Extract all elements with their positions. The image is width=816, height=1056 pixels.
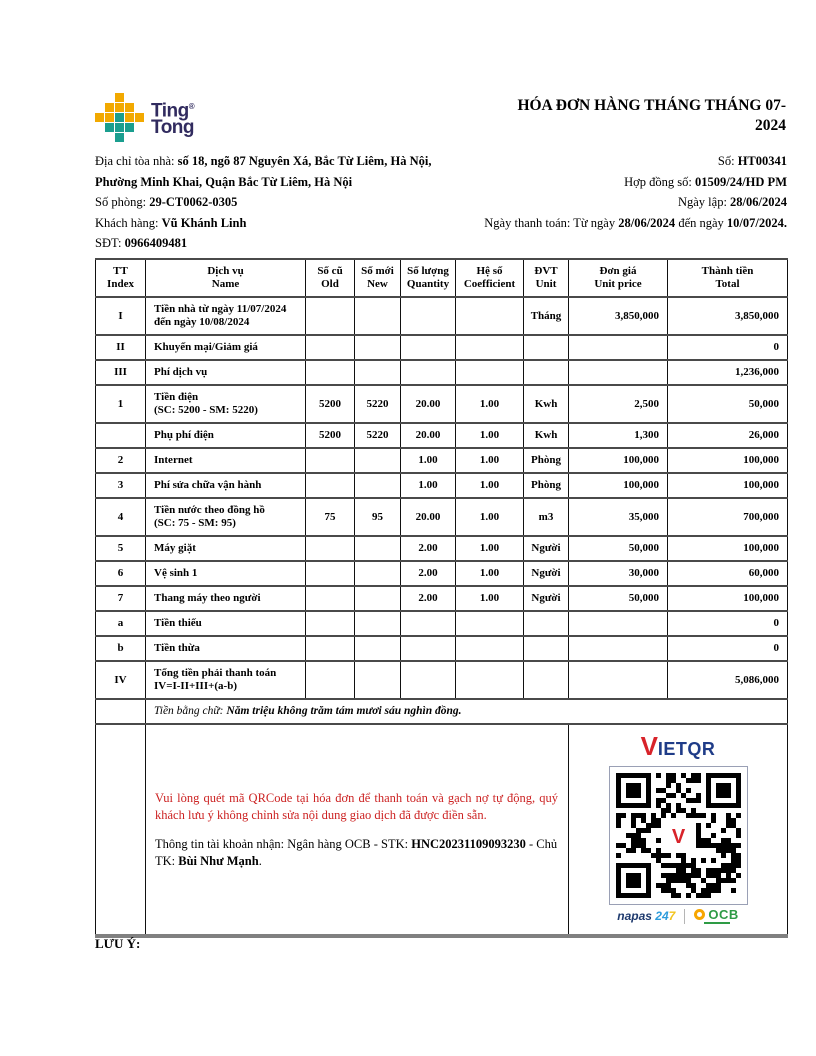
cell-name <box>146 498 306 536</box>
header-vi: Số cũ <box>317 265 343 277</box>
cell-new <box>355 473 401 498</box>
service-name: Tiền điện <box>154 391 199 403</box>
cell-unit <box>524 636 569 661</box>
cell-old <box>306 586 355 611</box>
logo-pixel <box>95 123 104 132</box>
cell-new: 95 <box>355 498 401 536</box>
cell-qty <box>401 297 456 335</box>
ocb-tagline-bar <box>704 922 730 924</box>
cell-total: 5,086,000 <box>668 661 788 699</box>
cell-unit: Người <box>524 561 569 586</box>
cell-coef: 1.00 <box>456 385 524 423</box>
registered-mark: ® <box>188 102 195 112</box>
service-name: Máy giặt <box>154 542 196 554</box>
cell-coef: 1.00 <box>456 561 524 586</box>
cell-old <box>306 661 355 699</box>
logo-pixel <box>105 123 114 132</box>
cell-tt: II <box>96 335 146 360</box>
cell-old <box>306 297 355 335</box>
header-vi: TT <box>113 265 128 277</box>
cell-total: 0 <box>668 611 788 636</box>
logo-pixel <box>135 113 144 122</box>
cell-price: 2,500 <box>569 385 668 423</box>
cell-unit <box>524 335 569 360</box>
cell-coef <box>456 360 524 385</box>
footer-note: LƯU Ý: <box>95 936 141 951</box>
header-en: Quantity <box>406 278 450 290</box>
logo-pixel <box>105 133 114 142</box>
info-line: Số phòng: 29-CT0062-0305 <box>95 195 238 210</box>
table-row <box>96 636 788 661</box>
cell-qty: 2.00 <box>401 586 456 611</box>
header-vi: Dịch vụ <box>207 265 244 277</box>
page-title <box>426 96 786 136</box>
cell-old <box>306 536 355 561</box>
cell-new <box>355 536 401 561</box>
cell-tt: 3 <box>96 473 146 498</box>
column-header <box>456 259 524 297</box>
logo-pixel <box>125 133 134 142</box>
payment-row <box>96 724 788 936</box>
cell-old <box>306 335 355 360</box>
cell-price: 1,300 <box>569 423 668 448</box>
logo-pixel <box>115 113 124 122</box>
cell-price <box>569 360 668 385</box>
logo-pixel <box>135 133 144 142</box>
cell-qty: 20.00 <box>401 423 456 448</box>
cell-unit: Người <box>524 536 569 561</box>
cell-old: 5200 <box>306 385 355 423</box>
cell-price <box>569 335 668 360</box>
cell-total: 1,236,000 <box>668 360 788 385</box>
cell-total: 50,000 <box>668 385 788 423</box>
cell-new <box>355 561 401 586</box>
cell-qty: 1.00 <box>401 448 456 473</box>
cell-total: 100,000 <box>668 536 788 561</box>
cell-qty: 2.00 <box>401 536 456 561</box>
cell-unit: Tháng <box>524 297 569 335</box>
cell-name <box>146 360 306 385</box>
cell-total: 100,000 <box>668 448 788 473</box>
logo-pixel <box>115 123 124 132</box>
info-line: Khách hàng: Vũ Khánh Linh <box>95 215 247 230</box>
cell-name <box>146 611 306 636</box>
cell-price <box>569 611 668 636</box>
cell-unit: m3 <box>524 498 569 536</box>
cell-unit: Kwh <box>524 385 569 423</box>
cell-empty <box>96 699 146 724</box>
ocb-logo: OCB <box>694 908 738 924</box>
cell-unit <box>524 661 569 699</box>
cell-new: 5220 <box>355 385 401 423</box>
vietqr-rest: IETQR <box>657 739 716 759</box>
logo-pixel <box>95 113 104 122</box>
header-vi: Hệ số <box>476 265 503 277</box>
logo-pixel <box>135 123 144 132</box>
logo-pixel <box>135 93 144 102</box>
cell-new <box>355 360 401 385</box>
cell-old: 75 <box>306 498 355 536</box>
column-header <box>569 259 668 297</box>
cell-new <box>355 611 401 636</box>
cell-old <box>306 611 355 636</box>
amount-in-words-value: Năm triệu không trăm tám mươi sáu nghìn đồng. <box>226 705 462 717</box>
cell-new <box>355 661 401 699</box>
charges-table <box>95 258 788 938</box>
cell-new <box>355 448 401 473</box>
service-name: Tiền thiếu <box>154 617 202 629</box>
cell-coef <box>456 297 524 335</box>
cell-new <box>355 586 401 611</box>
service-name: Internet <box>154 454 193 466</box>
qr-code-image <box>616 773 741 898</box>
payment-brands <box>617 908 738 924</box>
logo-pixel <box>95 103 104 112</box>
payment-note-cell <box>146 724 569 936</box>
cell-old: 5200 <box>306 423 355 448</box>
cell-tt: I <box>96 297 146 335</box>
vietqr-v: V <box>640 731 658 761</box>
cell-price: 30,000 <box>569 561 668 586</box>
cell-total: 26,000 <box>668 423 788 448</box>
ocb-icon <box>694 909 705 920</box>
cell-tt: 5 <box>96 536 146 561</box>
table-row <box>96 360 788 385</box>
info-line: Phường Minh Khai, Quận Bắc Từ Liêm, Hà Nội <box>95 174 353 189</box>
account-info-text: Thông tin tài khoản nhận: Ngân hàng OCB - STK: HNC20231109093230 - Chủ TK: Bùi Như Mạnh. <box>155 836 558 868</box>
info-line: Ngày thanh toán: Từ ngày 28/06/2024 đến ngày 10/07/2024. <box>484 215 787 230</box>
cell-tt: a <box>96 611 146 636</box>
table-row <box>96 536 788 561</box>
table-row <box>96 661 788 699</box>
amount-in-words-cell <box>146 699 788 724</box>
invoice-info-left <box>95 151 431 254</box>
cell-coef: 1.00 <box>456 473 524 498</box>
column-header <box>668 259 788 297</box>
cell-new: 5220 <box>355 423 401 448</box>
cell-old <box>306 360 355 385</box>
qr-instruction-text: Vui lòng quét mã QRCode tại hóa đơn để thanh toán và gạch nợ tự động, quý khách lưu ý không chỉnh sửa nội dung giao dịch đã được điền sẵn. <box>155 790 558 822</box>
header-vi: Số mới <box>361 265 394 277</box>
cell-tt: IV <box>96 661 146 699</box>
cell-total: 60,000 <box>668 561 788 586</box>
cell-tt: 7 <box>96 586 146 611</box>
cell-qty: 20.00 <box>401 498 456 536</box>
table-row <box>96 448 788 473</box>
logo-pixel <box>115 93 124 102</box>
cell-new <box>355 636 401 661</box>
header-vi: Số lượng <box>407 265 449 277</box>
cell-tt <box>96 423 146 448</box>
table-row <box>96 473 788 498</box>
column-header <box>96 259 146 297</box>
cell-unit <box>524 611 569 636</box>
cell-qty <box>401 360 456 385</box>
column-header <box>401 259 456 297</box>
table-row <box>96 297 788 335</box>
cell-unit: Kwh <box>524 423 569 448</box>
cell-name <box>146 536 306 561</box>
table-row <box>96 335 788 360</box>
service-name: Tiền nước theo đồng hồ <box>154 504 265 516</box>
info-line: SĐT: 0966409481 <box>95 236 188 251</box>
logo-pixel <box>105 103 114 112</box>
header-en: Unit price <box>594 278 642 290</box>
header-en: Old <box>321 278 339 290</box>
table-row <box>96 385 788 423</box>
header-en: Coefficient <box>463 278 516 290</box>
info-line: Ngày lập: 28/06/2024 <box>677 195 787 210</box>
cell-coef: 1.00 <box>456 498 524 536</box>
service-name: Phí sửa chữa vận hành <box>154 479 262 491</box>
cell-old <box>306 448 355 473</box>
column-header <box>355 259 401 297</box>
cell-qty <box>401 636 456 661</box>
qr-cell <box>569 724 788 936</box>
cell-tt: 4 <box>96 498 146 536</box>
cell-price: 50,000 <box>569 586 668 611</box>
cell-name <box>146 297 306 335</box>
header-en: Name <box>211 278 240 290</box>
tingtong-logo-icon <box>95 93 144 142</box>
header-en: Total <box>715 278 740 290</box>
qr-code <box>609 766 748 905</box>
service-name: Phí dịch vụ <box>154 366 208 378</box>
cell-coef <box>456 335 524 360</box>
header-vi: Đơn giá <box>599 265 637 277</box>
cell-qty <box>401 661 456 699</box>
cell-name <box>146 661 306 699</box>
tingtong-logo-text <box>151 99 195 138</box>
table-row <box>96 611 788 636</box>
header-en: Unit <box>535 278 557 290</box>
cell-tt: 1 <box>96 385 146 423</box>
brand-divider <box>684 909 685 924</box>
info-line: Số: HT00341 <box>717 154 787 168</box>
cell-coef <box>456 611 524 636</box>
svg-text:V: V <box>671 826 685 848</box>
cell-price: 50,000 <box>569 536 668 561</box>
logo-line1: Ting® <box>151 100 195 122</box>
invoice-info-right <box>484 151 787 233</box>
cell-price <box>569 636 668 661</box>
logo-pixel <box>125 123 134 132</box>
table-header-row <box>96 259 788 297</box>
cell-qty <box>401 611 456 636</box>
cell-coef: 1.00 <box>456 448 524 473</box>
cell-price <box>569 661 668 699</box>
cell-price: 100,000 <box>569 448 668 473</box>
service-subtext: IV=I-II+III+(a-b) <box>154 680 237 692</box>
logo-pixel <box>95 93 104 102</box>
cell-empty <box>96 724 146 936</box>
logo-pixel <box>115 103 124 112</box>
title-line-2: 2024 <box>755 117 786 134</box>
cell-total: 100,000 <box>668 473 788 498</box>
cell-coef <box>456 661 524 699</box>
cell-qty: 1.00 <box>401 473 456 498</box>
table-row <box>96 498 788 536</box>
cell-old <box>306 473 355 498</box>
cell-price: 35,000 <box>569 498 668 536</box>
cell-unit: Phòng <box>524 448 569 473</box>
logo-pixel <box>125 93 134 102</box>
cell-new <box>355 297 401 335</box>
header-vi: Thành tiền <box>701 265 754 277</box>
qr-stack <box>569 731 787 924</box>
cell-tt: III <box>96 360 146 385</box>
column-header <box>306 259 355 297</box>
logo-pixel <box>105 113 114 122</box>
header-en: New <box>367 278 388 290</box>
cell-coef: 1.00 <box>456 536 524 561</box>
cell-coef <box>456 636 524 661</box>
column-header <box>524 259 569 297</box>
cell-qty: 20.00 <box>401 385 456 423</box>
cell-old <box>306 636 355 661</box>
cell-tt: 2 <box>96 448 146 473</box>
service-subtext: đến ngày 10/08/2024 <box>154 316 250 328</box>
table-row <box>96 423 788 448</box>
service-name: Tiền thừa <box>154 642 200 654</box>
logo-pixel <box>95 133 104 142</box>
service-name: Thang máy theo người <box>154 592 261 604</box>
service-name: Phụ phí điện <box>154 429 214 441</box>
service-name: Vệ sinh 1 <box>154 567 198 579</box>
cell-price: 100,000 <box>569 473 668 498</box>
info-line: Địa chỉ tòa nhà: số 18, ngõ 87 Nguyên Xá, Bắc Từ Liêm, Hà Nội, <box>95 154 432 168</box>
cell-price: 3,850,000 <box>569 297 668 335</box>
cell-coef: 1.00 <box>456 586 524 611</box>
info-line: Hợp đồng số: 01509/24/HD PM <box>624 174 787 189</box>
amount-in-words-label: Tiền bằng chữ: <box>154 705 227 717</box>
cell-unit: Phòng <box>524 473 569 498</box>
logo-line2: Tong <box>151 116 195 138</box>
column-header <box>146 259 306 297</box>
cell-tt: b <box>96 636 146 661</box>
title-line-1: HÓA ĐƠN HÀNG THÁNG THÁNG 07- <box>517 97 786 114</box>
service-name: Khuyến mại/Giảm giá <box>154 341 258 353</box>
cell-new <box>355 335 401 360</box>
cell-total: 0 <box>668 636 788 661</box>
cell-old <box>306 561 355 586</box>
service-name: Tổng tiền phải thanh toán <box>154 667 277 679</box>
service-subtext: (SC: 5200 - SM: 5220) <box>154 404 258 416</box>
table-row <box>96 586 788 611</box>
napas-logo: napas 247 <box>617 908 676 923</box>
service-name: Tiền nhà từ ngày 11/07/2024 <box>154 303 287 315</box>
cell-tt: 6 <box>96 561 146 586</box>
logo-pixel <box>135 103 144 112</box>
cell-qty <box>401 335 456 360</box>
cell-name <box>146 385 306 423</box>
cell-unit <box>524 360 569 385</box>
cell-total: 700,000 <box>668 498 788 536</box>
cell-name <box>146 423 306 448</box>
cell-unit: Người <box>524 586 569 611</box>
logo-pixel <box>125 113 134 122</box>
header-en: Index <box>107 278 134 290</box>
service-subtext: (SC: 75 - SM: 95) <box>154 517 236 529</box>
logo-pixel <box>125 103 134 112</box>
cell-name <box>146 636 306 661</box>
cell-name <box>146 561 306 586</box>
cell-total: 0 <box>668 335 788 360</box>
logo-pixel <box>115 133 124 142</box>
cell-name <box>146 335 306 360</box>
header-vi: ĐVT <box>534 265 558 277</box>
table-row <box>96 561 788 586</box>
amount-in-words-row <box>96 699 788 724</box>
cell-name <box>146 473 306 498</box>
cell-coef: 1.00 <box>456 423 524 448</box>
cell-name <box>146 586 306 611</box>
cell-total: 3,850,000 <box>668 297 788 335</box>
cell-name <box>146 448 306 473</box>
cell-total: 100,000 <box>668 586 788 611</box>
vietqr-logo <box>640 731 716 763</box>
cell-qty: 2.00 <box>401 561 456 586</box>
tingtong-logo <box>95 93 194 142</box>
logo-pixel <box>105 93 114 102</box>
